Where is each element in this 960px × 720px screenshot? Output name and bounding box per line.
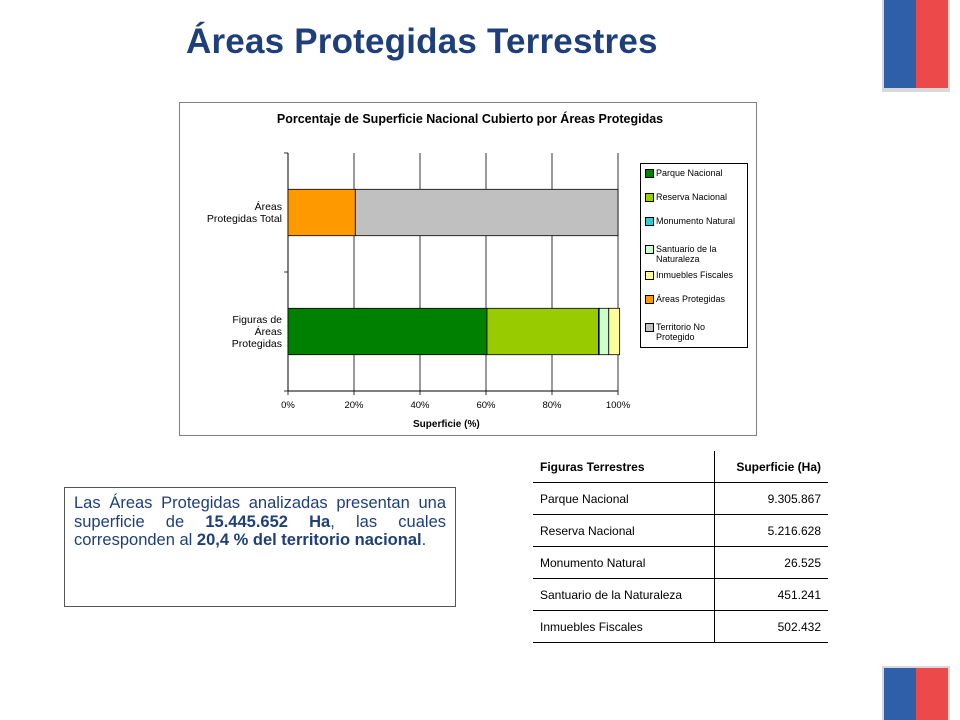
y-category-label-line: Áreas [254,325,282,338]
table-cell-figure: Santuario de la Naturaleza [533,579,715,611]
table-cell-figure: Parque Nacional [533,483,715,515]
legend-label [656,192,727,202]
table-cell-area: 5.216.628 [715,515,829,547]
slide-title: Áreas Protegidas Terrestres [186,22,658,61]
table-row [533,611,828,643]
summary-percent-value: 20,4 % del territorio nacional [196,531,422,549]
y-category-label-line: Protegidas Total [206,212,282,225]
summary-area-value: 15.445.652 Ha [205,512,331,531]
bar-segment [288,308,487,354]
table-cell-area: 502.432 [715,611,829,643]
table-row [533,547,828,579]
legend-label [656,322,705,342]
table-row [533,515,828,547]
legend-item [645,168,747,178]
bar-segment [288,189,355,235]
legend-swatch [645,323,654,332]
table-header-row [533,451,828,483]
legend-label [656,168,723,178]
x-tick-label: 0% [281,400,295,411]
table-cell-figure: Inmuebles Fiscales [533,611,715,643]
legend-item [645,244,747,264]
bar-segment [355,189,618,235]
table-cell-figure: Monumento Natural [533,547,715,579]
table-header-area: Superficie (Ha) [715,451,829,483]
table-row [533,483,828,515]
y-category-label-line: Áreas [254,200,282,213]
legend-label-line: Territorio No [656,322,706,332]
bar-segment [609,308,620,354]
legend-item [645,216,747,226]
y-category-label [182,201,282,225]
legend-item [645,294,747,304]
x-tick-label: 100% [605,400,631,411]
table-cell-area: 9.305.867 [715,483,829,515]
chile-flag-stripe-bottom [884,668,948,720]
summary-text-1: Las Áreas Protegidas analizadas presentan una superficie de [74,494,446,531]
y-category-label-line: Protegidas [231,337,282,350]
bar-segment [487,308,599,354]
table-cell-area: 451.241 [715,579,829,611]
legend-label-line: Parque Nacional [656,168,723,178]
legend-label [656,244,717,264]
legend-label [656,216,735,226]
chart-container [179,102,757,436]
table-cell-area: 26.525 [715,547,829,579]
summary-text-box [64,487,456,607]
chile-flag-stripe-top [884,0,948,88]
legend-item [645,322,747,342]
summary-text-2: , las cuales corresponden al [74,512,446,549]
legend-label-line: Áreas Protegidas [656,294,726,304]
x-axis-title: Superficie (%) [413,419,480,430]
figures-table [533,451,828,643]
legend-swatch [645,295,654,304]
legend-swatch [645,193,654,202]
legend-label-line: Santuario de la [656,244,717,254]
y-category-label [182,314,282,350]
legend-label [656,294,725,304]
bar-segment [599,308,609,354]
x-tick-label: 80% [542,400,562,411]
legend-swatch [645,271,654,280]
table-cell-figure: Reserva Nacional [533,515,715,547]
legend-label-line: Monumento Natural [656,216,736,226]
legend-swatch [645,245,654,254]
legend-swatch [645,217,654,226]
x-tick-label: 60% [476,400,496,411]
legend-label [656,270,733,280]
legend-label-line: Naturaleza [656,254,700,264]
y-category-label-line: Figuras de [232,313,282,326]
x-tick-label: 40% [410,400,430,411]
chart-title: Porcentaje de Superficie Nacional Cubierto por Áreas Protegidas [276,112,664,126]
chart-legend [640,163,748,348]
table-header-figure: Figuras Terrestres [533,451,715,483]
table-row [533,579,828,611]
summary-text-3: . [421,531,427,549]
legend-label-line: Inmuebles Fiscales [656,270,734,280]
legend-item [645,192,747,202]
legend-label-line: Reserva Nacional [656,192,728,202]
legend-label-line: Protegido [656,332,695,342]
legend-swatch [645,169,654,178]
x-tick-label: 20% [344,400,364,411]
legend-item [645,270,747,280]
